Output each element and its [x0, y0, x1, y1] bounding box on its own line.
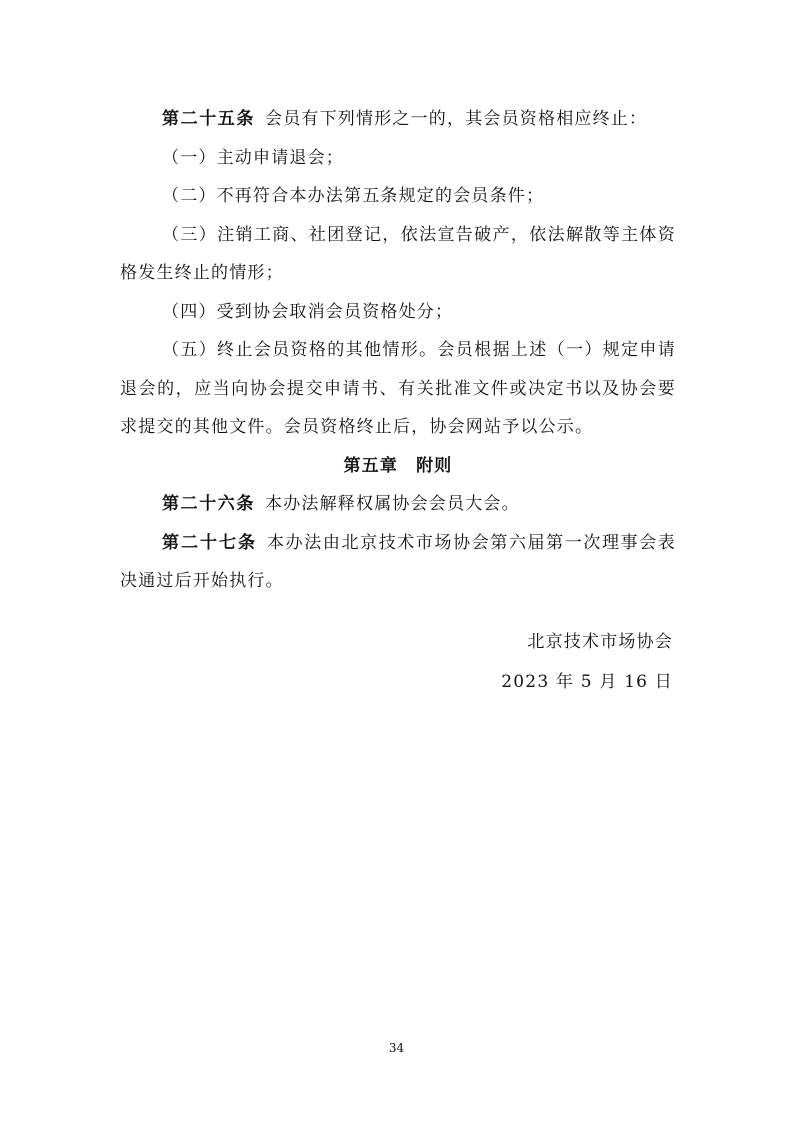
signature-date: 2023 年 5 月 16 日 [501, 672, 673, 692]
article-25-item-5: （五）终止会员资格的其他情形。会员根据上述（一）规定申请退会的，应当向协会提交申请书、有关批准文件或决定书以及协会要求提交的其他文件。会员资格终止后，协会网站予以公示。 [120, 340, 676, 437]
article-25 [120, 100, 676, 139]
article-25-item-2: （二）不再符合本办法第五条规定的会员条件； [162, 186, 545, 206]
signature-block [501, 622, 673, 702]
article-25-text: 会员有下列情形之一的，其会员资格相应终止： [265, 109, 648, 129]
article-26-label: 第二十六条 [162, 494, 255, 514]
chapter-number: 第五章 [343, 455, 399, 476]
article-25-item-4: （四）受到协会取消会员资格处分； [162, 301, 454, 322]
article-26-text: 本办法解释权属协会会员大会。 [265, 494, 520, 514]
article-25-item-3: （三）注销工商、社团登记，依法宣告破产，依法解散等主体资格发生终止的情形； [120, 224, 676, 283]
page-number: 34 [388, 1041, 405, 1055]
article-26 [120, 485, 676, 524]
document-body [120, 100, 676, 601]
article-27 [120, 524, 676, 601]
article-25-item-1: （一）主动申请退会； [162, 147, 344, 168]
article-25-label: 第二十五条 [162, 109, 255, 129]
chapter-heading [120, 447, 676, 486]
chapter-title: 附则 [416, 455, 453, 476]
article-27-text: 本办法由北京技术市场协会第六届第一次理事会表决通过后开始执行。 [120, 532, 677, 591]
signature-organization: 北京技术市场协会 [527, 632, 673, 652]
article-27-label: 第二十七条 [162, 532, 258, 553]
